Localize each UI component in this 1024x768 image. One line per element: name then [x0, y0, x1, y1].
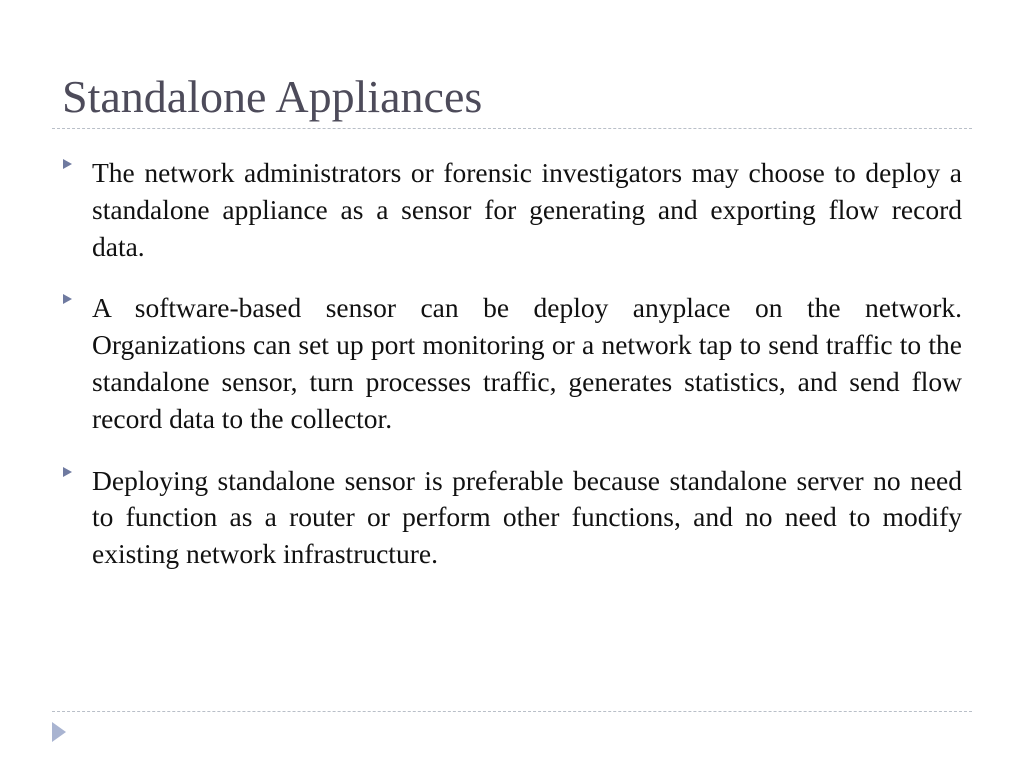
footer-divider — [52, 711, 972, 712]
bullet-item — [62, 463, 962, 573]
slide-title: Standalone Appliances — [62, 71, 483, 122]
bullet-text: A software-based sensor can be deploy anyplace on the network. Organizations can set up port monitoring or a network tap to send traffic to the standalone sensor, turn processes traffic, generates statistics, and send flow record data to the collector. — [92, 292, 962, 434]
triangle-bullet-icon — [63, 294, 72, 304]
bullet-item — [62, 155, 962, 265]
title-divider — [52, 128, 972, 129]
play-arrow-icon[interactable] — [52, 722, 66, 742]
bullet-text: The network administrators or forensic investigators may choose to deploy a standalone appliance as a sensor for generating and exporting flow record data. — [92, 157, 962, 262]
bullet-list — [62, 155, 962, 598]
bullet-item — [62, 290, 962, 437]
triangle-bullet-icon — [63, 467, 72, 477]
bullet-text: Deploying standalone sensor is preferable because standalone server no need to function as a router or perform other functions, and no need to modify existing network infrastructure. — [92, 464, 962, 570]
triangle-bullet-icon — [63, 159, 72, 169]
